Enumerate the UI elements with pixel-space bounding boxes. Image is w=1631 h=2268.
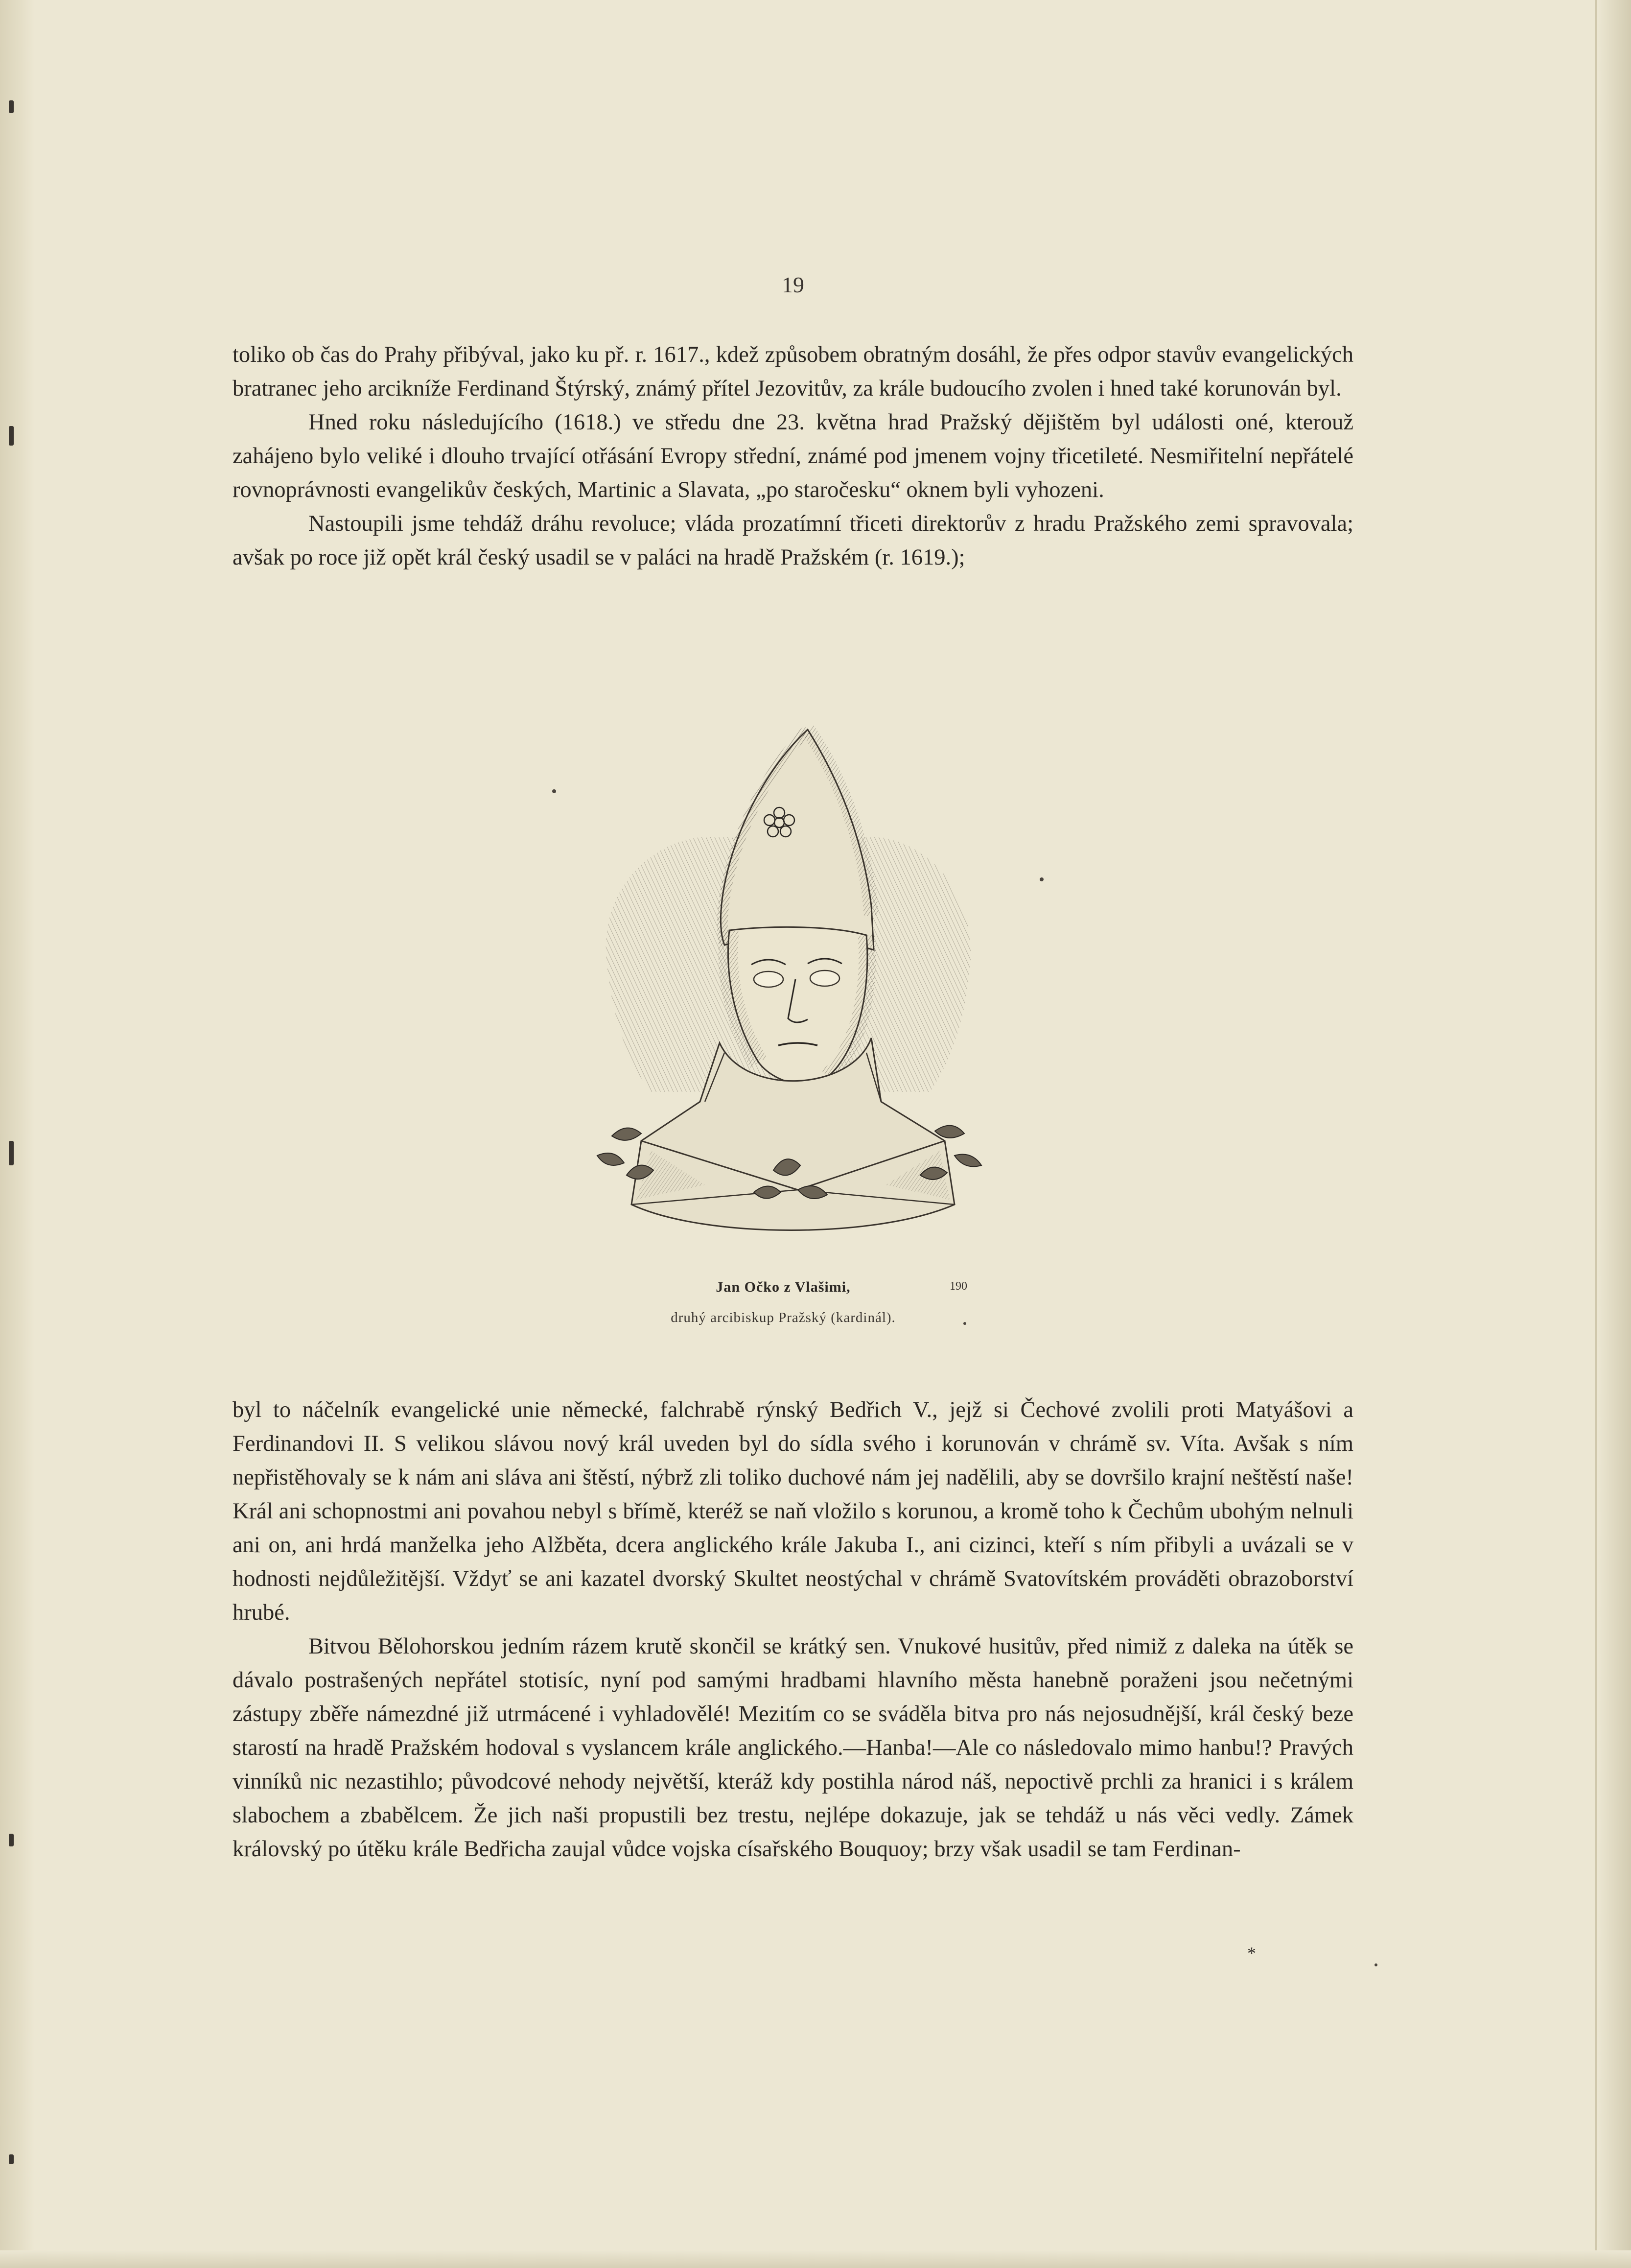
book-gutter xyxy=(0,0,34,2268)
paragraph: toliko ob čas do Prahy přibýval, jako ku př. r. 1617., kdež způsobem obratným dosáhl, že přes odpor stavův evangelických bratranec jeho arcikníže Ferdinand Štýrský, známý přítel Jezovitův, za krále budoucího zvolen i hned také korunován byl. xyxy=(233,342,1353,401)
paragraph: Nastoupili jsme tehdáž dráhu revoluce; vláda prozatímní třiceti direktorův z hradu Pražského zemi spravovala; avšak po roce již opět král český usadil se v paláci na hradě Pražském (r. 1619.); xyxy=(233,511,1353,570)
page-number: 19 xyxy=(782,272,804,297)
binding-mark xyxy=(9,100,14,113)
caption-subtitle: druhý arcibiskup Pražský (kardinál). xyxy=(671,1310,896,1325)
paper-speck xyxy=(552,789,556,793)
paper-speck xyxy=(1375,1963,1377,1966)
binding-mark xyxy=(9,1834,14,1846)
paragraph: Bitvou Bělohorskou jedním rázem krutě skončil se krátký sen. Vnukové husitův, před nimiž z daleka na útěk se dávalo postrašených nepřátel stotisíc, nyní pod samými hradbami hlavního města hanebně poraženi jsou nečetnými zástupy zběře námezdné již utrmácené i vyhladovělé! Mezitím co se sváděla bitva pro nás nejosudnější, král český beze starostí na hradě Pražském hodoval s vyslancem krále anglického.—Hanba!—Ale co následovalo mimo hanbu!? Pravých vinníků nic nezastihlo; původcové nehody největší, kteráž kdy postihla národ náš, nepoctivě prchli za hranici i s králem slabochem a zbabělcem. Že jich naši propustili bez trestu, nejlépe dokazuje, jak se tehdáž u nás věci vedly. Zámek královský po útěku krále Bedřicha zaujal vůdce vojska císařského Bouquoy; brzy však usadil se tam Ferdinan- xyxy=(233,1634,1353,1862)
text-block-bottom xyxy=(233,1393,1353,1866)
left-eye xyxy=(754,971,783,987)
signature-mark: * xyxy=(1247,1943,1256,1963)
caption-title: Jan Očko z Vlašimi, xyxy=(716,1279,851,1295)
binding-mark xyxy=(9,2154,14,2164)
plate-number: 190 xyxy=(950,1280,967,1293)
paragraph: byl to náčelník evangelické unie německé, falchrabě rýnský Bedřich V., jejž si Čechové zvolili proti Matyášovi a Ferdinandovi II. S velikou slávou nový král uveden byl do sídla svého i korunován v chrámě sv. Víta. Avšak s ním nepřistěhovaly se k nám ani sláva ani štěstí, nýbrž zli toliko duchové nám jej nadělili, aby se dovršilo krajní neštěstí naše! Král ani schopnostmi ani povahou nebyl s břímě, kteréž se naň vložilo s korunou, a kromě toho k Čechům ubohým nelnuli ani on, ani hrdá manželka jeho Alžběta, dcera anglického krále Jakuba I., ani cizinci, kteří s ním přibyli a uvázali se v hodnosti nejdůležitější. Vždyť se ani kazatel dvorský Skultet neostýchal v chrámě Svatovítském prováděti obrazoborství hrubé. xyxy=(233,1397,1353,1625)
paper-speck xyxy=(963,1322,966,1325)
text-block-top xyxy=(233,338,1353,574)
paper-speck xyxy=(1040,877,1044,881)
binding-mark xyxy=(9,1141,14,1165)
binding-mark xyxy=(9,426,14,446)
portrait-engraving xyxy=(578,720,1003,1258)
page-bottom-edge xyxy=(0,2250,1631,2268)
right-eye xyxy=(810,970,839,986)
page-edge xyxy=(1595,0,1631,2268)
paragraph: Hned roku následujícího (1618.) ve středu dne 23. května hrad Pražský dějištěm byl události oné, kterouž zahájeno bylo veliké i dlouho trvající otřásání Evropy střední, známé pod jmenem vojny třicetileté. Nesmiřitelní nepřátelé rovnoprávnosti evangelikův českých, Martinic a Slavata, „po staročesku“ oknem byli vyhozeni. xyxy=(233,410,1353,502)
